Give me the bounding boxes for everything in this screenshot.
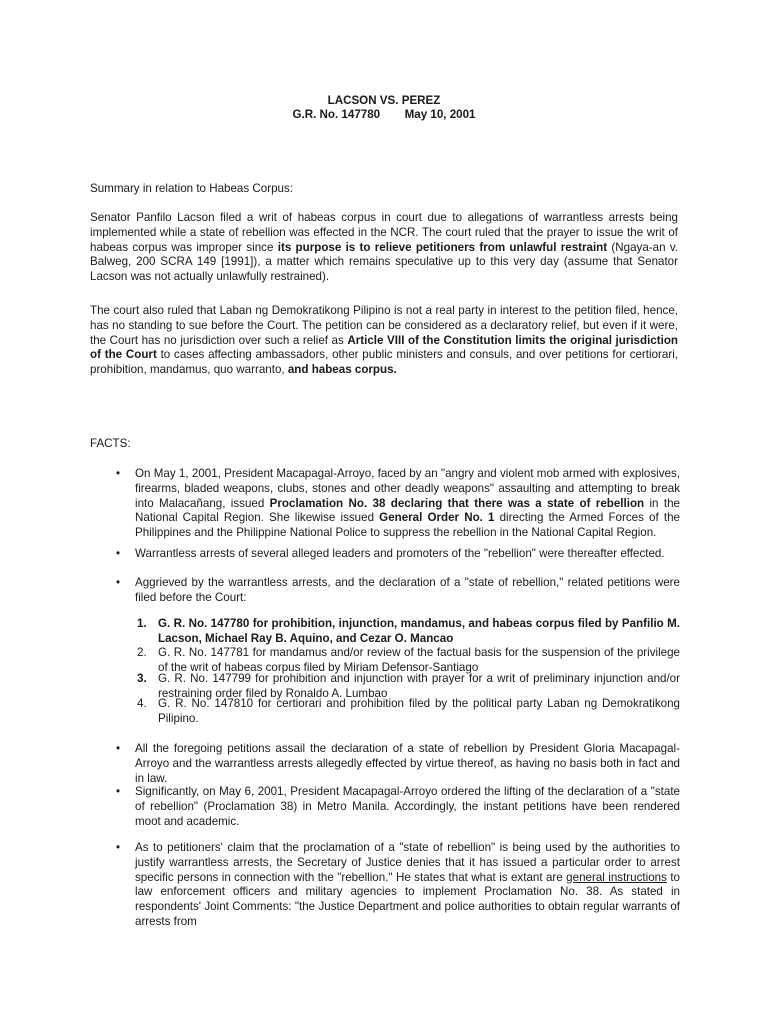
summary-paragraph-2 — [90, 304, 678, 378]
summary-paragraph-1 — [90, 211, 678, 285]
text-run: (Ngaya-an v. Balweg, 200 SCRA 149 [1991]), a matter which remains speculative up to this very day (assume that Senator Lacson was not actually unlawfully restrained). — [90, 240, 679, 284]
bullet-text: All the foregoing petitions assail the declaration of a state of rebellion by President Gloria Macapagal-Arroyo and the warrantless arrests allegedly effected by virtue thereof, as having no basis both in fact and in law. — [135, 742, 680, 785]
bullet-text: Warrantless arrests of several alleged leaders and promoters of the "rebellion" were thereafter effected. — [135, 547, 665, 560]
text-run: directing the Armed Forces of the Philippines and the Philippine National Police to suppress the rebellion in the National Capital Region. — [135, 511, 680, 540]
text-run: in the National Capital Region. She likewise issued — [135, 496, 680, 525]
petition-number: 3. — [137, 672, 147, 685]
text-run: On May 1, 2001, President Macapagal-Arroyo, faced by an "angry and violent mob armed with explosives, firearms, bladed weapons, clubs, stones and other deadly weapons" assaulting and attempting to break into Malacañang, issued — [135, 467, 680, 510]
case-number: G.R. No. 147780 — [292, 108, 381, 121]
bullet-text: Aggrieved by the warrantless arrests, and the declaration of a "state of rebellion," related petitions were filed before the Court: — [135, 576, 680, 604]
petition-text: G. R. No. 147781 for mandamus and/or review of the factual basis for the suspension of the privilege of the writ of habeas corpus filed by Miriam Defensor-Santiago — [158, 646, 680, 674]
petition-text: G. R. No. 147780 for prohibition, injunction, mandamus, and habeas corpus filed by Panfilio M. Lacson, Michael Ray B. Aquino, and Cezar O. Mancao — [158, 617, 680, 645]
petition-number: 2. — [137, 646, 147, 659]
bold-run: General Order No. 1 — [379, 511, 495, 525]
bullet-icon: • — [116, 785, 121, 798]
text-run: to law enforcement officers and military agencies to implement Proclamation No. 38. As stated in respondents' Joint Comments: "the Justice Department and police authorities to obtain regular warrants of arrests from — [135, 870, 680, 928]
bullet-icon: • — [116, 547, 121, 560]
petition-text: G. R. No. 147810 for certiorari and prohibition filed by the political party Laban ng Demokratikong Pilipino. — [158, 697, 680, 725]
petition-text: G. R. No. 147799 for prohibition and injunction with prayer for a writ of preliminary injunction and/or restraining order filed by Ronaldo A. Lumbao — [158, 672, 680, 700]
case-line — [0, 108, 768, 123]
case-date: May 10, 2001 — [404, 108, 476, 121]
document-title: LACSON VS. PEREZ — [327, 94, 441, 107]
text-run: Senator Panfilo Lacson filed a writ of habeas corpus in court due to allegations of warrantless arrests being implemented while a state of rebellion was effected in the NCR. The court ruled that the prayer to issue the writ of habeas corpus was improper since — [90, 211, 678, 254]
bullet-text — [135, 841, 680, 930]
summary-heading: Summary in relation to Habeas Corpus: — [90, 182, 293, 195]
bold-run: Article VIII of the Constitution limits the original jurisdiction of the Court — [90, 333, 679, 362]
text-run: The court also ruled that Laban ng Demokratikong Pilipino is not a real party in interest to the petition filed, hence, has no standing to sue before the Court. The petition can be considered as a declaratory relief, but even if it were, the Court has no jurisdiction over such a relief as — [90, 304, 678, 347]
bullet-icon: • — [116, 576, 121, 589]
bullet-icon: • — [116, 742, 121, 755]
bold-run: Proclamation No. 38 declaring that there was a state of rebellion — [269, 496, 645, 510]
bullet-text — [135, 467, 680, 541]
bullet-text: Significantly, on May 6, 2001, President Macapagal-Arroyo ordered the lifting of the declaration of a "state of rebellion" (Proclamation 38) in Metro Manila. Accordingly, the instant petitions have been rendered moot and academic. — [135, 785, 680, 828]
bold-run: and habeas corpus. — [287, 363, 397, 377]
petition-number: 1. — [137, 617, 147, 630]
bullet-icon: • — [116, 467, 121, 480]
petition-number: 4. — [137, 697, 147, 710]
bold-run: its purpose is to relieve petitioners from unlawful restraint — [277, 240, 608, 254]
text-run: As to petitioners' claim that the proclamation of a "state of rebellion" is being used by the authorities to justify warrantless arrests, the Secretary of Justice denies that it has issued a particular order to arrest specific persons in connection with the "rebellion." He states that what is extant are — [135, 841, 680, 884]
underlined-run: general instructions — [566, 870, 667, 884]
bullet-icon: • — [116, 841, 121, 854]
text-run: to cases affecting ambassadors, other public ministers and consuls, and over petitions for certiorari, prohibition, mandamus, quo warranto, — [90, 348, 679, 377]
facts-heading: FACTS: — [90, 437, 131, 450]
